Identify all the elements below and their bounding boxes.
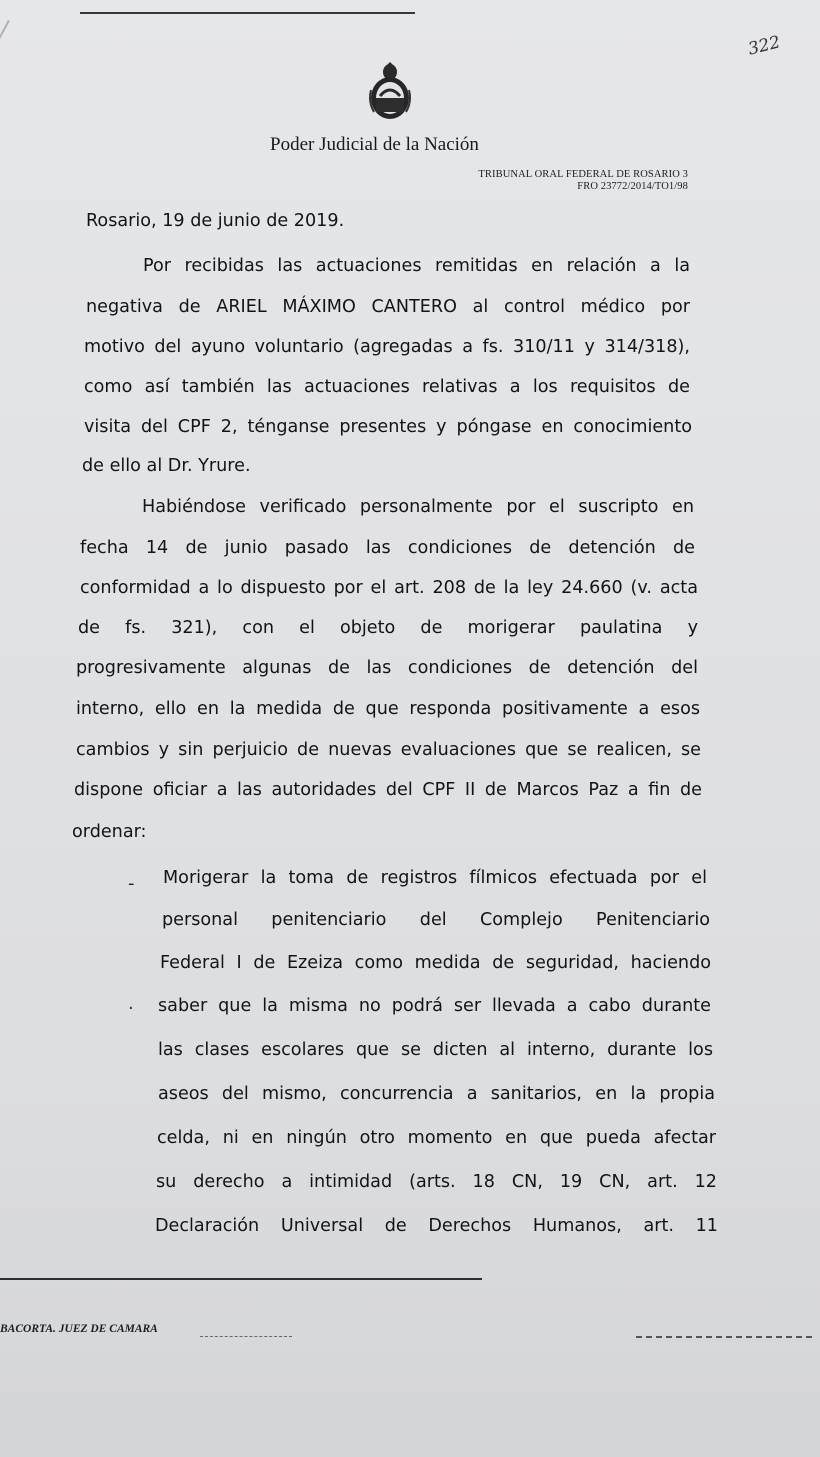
bullet-line: su derecho a intimidad (arts. 18 CN, 19 CN, art. 12 — [156, 1172, 717, 1192]
header-title: Poder Judicial de la Nación — [270, 134, 479, 155]
bullet-line: Morigerar la toma de registros fílmicos efectuada por el — [163, 868, 707, 888]
paragraph-line: visita del CPF 2, ténganse presentes y póngase en conocimiento — [84, 417, 692, 437]
bullet-line: Federal I de Ezeiza como medida de seguridad, haciendo — [160, 953, 711, 973]
paragraph-line: dispone oficiar a las autoridades del CPF II de Marcos Paz a fin de — [74, 780, 702, 800]
date-line: Rosario, 19 de junio de 2019. — [86, 211, 345, 231]
signature-line: BACORTA. JUEZ DE CAMARA — [0, 1323, 158, 1335]
paragraph-line: como así también las actuaciones relativas a los requisitos de — [84, 377, 690, 397]
paragraph-line: conformidad a lo dispuesto por el art. 208 de la ley 24.660 (v. acta — [80, 578, 698, 598]
tribunal-name: TRIBUNAL ORAL FEDERAL DE ROSARIO 3 — [478, 169, 688, 180]
bullet-line: las clases escolares que se dicten al interno, durante los — [158, 1040, 713, 1060]
paragraph-line: fecha 14 de junio pasado las condiciones de detención de — [80, 538, 695, 558]
paragraph-line: Por recibidas las actuaciones remitidas en relación a la — [143, 256, 690, 276]
bullet-line: celda, ni en ningún otro momento en que pueda afectar — [157, 1128, 716, 1148]
paragraph-line: cambios y sin perjuicio de nuevas evaluaciones que se realicen, se — [76, 740, 701, 760]
paragraph-line: ordenar: — [72, 822, 147, 842]
bullet-marker: - — [128, 873, 135, 894]
bullet-line: personal penitenciario del Complejo Penitenciario — [162, 910, 710, 930]
paragraph-line: negativa de ARIEL MÁXIMO CANTERO al control médico por — [86, 297, 690, 317]
paragraph-line: motivo del ayuno voluntario (agregadas a fs. 310/11 y 314/318), — [84, 337, 690, 357]
folio-number: 322 — [746, 32, 783, 60]
tribunal-header — [478, 169, 688, 193]
top-rule — [80, 12, 415, 14]
bullet-line: aseos del mismo, concurrencia a sanitarios, en la propia — [158, 1084, 715, 1104]
paragraph-line: interno, ello en la medida de que responda positivamente a esos — [76, 699, 700, 719]
paragraph-line: de fs. 321), con el objeto de morigerar paulatina y — [78, 618, 698, 638]
paragraph-line: progresivamente algunas de las condiciones de detención del — [76, 658, 698, 678]
signature-dotted-line — [636, 1336, 812, 1338]
paragraph-line: de ello al Dr. Yrure. — [82, 456, 251, 476]
paper-fold-mark — [0, 20, 10, 105]
signature-dotted-line — [200, 1336, 292, 1337]
bottom-rule — [0, 1278, 482, 1280]
bullet-line: saber que la misma no podrá ser llevada a cabo durante — [158, 996, 711, 1016]
paragraph-line: Habiéndose verificado personalmente por el suscripto en — [142, 497, 694, 517]
stray-mark: · — [128, 998, 134, 1019]
bullet-line: Declaración Universal de Derechos Humanos, art. 11 — [155, 1216, 718, 1236]
case-number: FRO 23772/2014/TO1/98 — [577, 181, 688, 192]
national-seal-icon — [364, 62, 416, 122]
